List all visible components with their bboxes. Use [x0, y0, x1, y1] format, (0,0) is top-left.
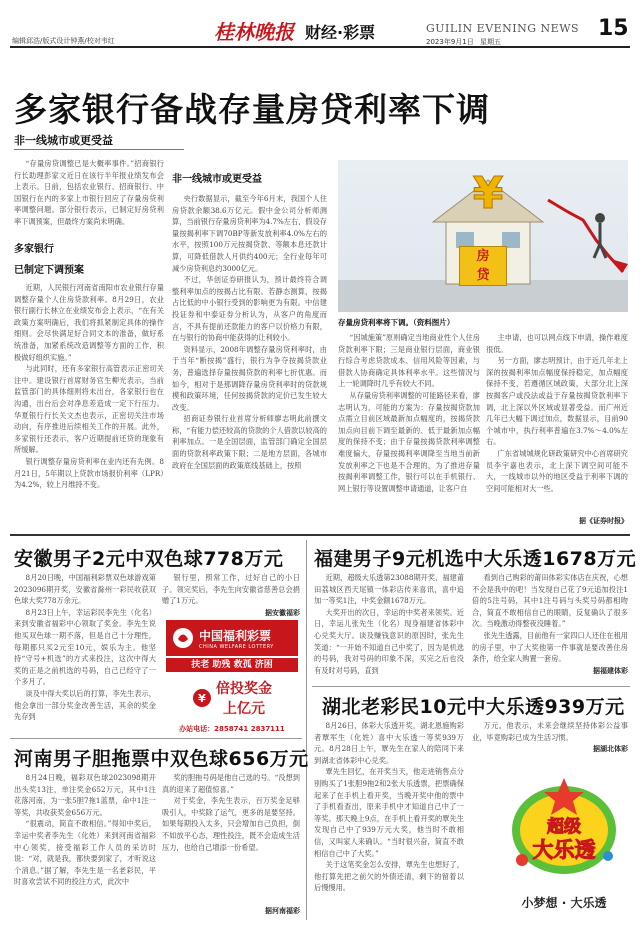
promo-text: 倍投奖金 — [216, 681, 272, 697]
anhui-column-2 — [162, 572, 300, 618]
super-lotto-tagline: 小梦想 · 大乐透 — [521, 896, 607, 910]
promo-badge-icon — [192, 688, 212, 708]
body-paragraph: 奖的胆拖号码是他自己选的号。“没想到真的迎来了超值惊喜。” — [162, 773, 300, 794]
issue-weekday: 星期五 — [480, 38, 501, 46]
body-paragraph: 覃先生回忆，在开奖当天，他走进销售点分别购买了1张胆9拖2和2张大乐透票，把票确保起来了在手机上看开奖，当晚开奖中他的票中了手机看查出，原来手机中才知道自己中了一等奖。那天晚上9点，在手机上看开奖的覃先生发现自己中了939万元大奖，他当时不敢相信，又叫家人来确认。“当时很兴奋，简直不敢相信自己中了大奖。” — [314, 767, 464, 858]
body-paragraph: 8月23日上午，幸运彩民李先生（化名）来到安徽省福彩中心领取了奖金。李先生说他买双色球一期不落，但是自己十分理性，每期都只买2元至10元，娱乐为主。他坚持“守号+机选”的方式来投注，这次中得大奖的正是之前机选的号码，自己已经守了一个多月了。 — [14, 607, 156, 687]
hotline-label: 办站电话： — [179, 725, 215, 733]
body-paragraph: 大奖开出的次日，幸运的中奖者来领奖。近日，幸运儿张先生（化名）现身福建省体彩中心兑奖大厅。谈及赚钱意识的原因时，张先生笑道：“一开始不知道自己中奖了，因为是机选的号码，我对号码的印象不深，买完之后也没有及时对号码，直到 — [314, 607, 464, 675]
editors-credit: 编辑邱浩/版式设计钟燕/校对韦红 — [12, 37, 115, 45]
body-paragraph: “很震动，简直不敢相信。”得知中奖后，幸运中奖者李先生（化姓）来到河南省福彩中心领奖，接受福彩工作人员的采访时说：“对，就是我，都快要到家了，才听说这个消息。”据了解，李先生是一名老彩民，平时喜欢尝试不同的投注方式，此次中 — [14, 819, 156, 887]
anhui-column-1 — [14, 572, 156, 732]
fujian-headline: 福建男子9元机选中大乐透1678万元 — [314, 548, 637, 570]
fujian-credit: 据福建体彩 — [593, 667, 628, 675]
body-paragraph: 不过，华创证券研报认为，预计最终符合调整利率加点的按揭占比有限。若静态测算，按揭占比低的中小银行受到的影响更为有限。中信建投证券和中泰证券分析认为，从客户的角度而言，不具有提前还款能力的客户以价格力有限，在与银行的协商中能获得的让利较小。 — [172, 275, 327, 343]
section2-title: 非一线城市或更受益 — [172, 174, 262, 185]
body-paragraph: 另一方面，廖志明预计，由于近几年北上深的按揭利率加点幅度保持稳定，加点幅度保持不变，若遵循区域政策，大部分北上深按揭客户或没法或益于存量按揭贷款利率下调，北上深以外区域或显著受益。而广州近几年已大幅下调过加点，数据显示，目前90个城市中，执行利率普遍在3.7%～4.0%左右。 — [486, 356, 628, 447]
welfare-logo-bar — [166, 620, 298, 656]
house-illustration — [338, 160, 628, 312]
main-column-3 — [338, 332, 480, 530]
loan-sign-char-2: 贷 — [476, 268, 490, 283]
body-paragraph: 8月20日晚，中国福利彩票双色球游戏第2023096期开奖，安徽省滁州一彩民收获双色球大奖778万余元。 — [14, 573, 156, 606]
header-rule — [10, 46, 630, 48]
body-paragraph: 8月24日晚，福彩双色球2023098期开出头奖13注，单注奖金652万元，其中1注花落河南，为一张5胆7拖1蓝票，命中1注一等奖，共收获奖金656万元。 — [14, 773, 156, 817]
body-paragraph: 银行里，照常工作，过好自己的小日子。领完奖后，李先生向安徽省慈善总会捐赠了1万元。 — [162, 573, 300, 606]
hubei-column-1 — [314, 720, 464, 920]
body-paragraph: 广东省城城规化研政策研究中心首席研究员李宇嘉也表示，北上深下调空间可能不大，一线城市以外的地区受益于利率下调的空间可能相对大一些。 — [486, 448, 628, 493]
body-paragraph: 从存量房贷利率调整的可能路径来看，廖志明认为，可能的方案为：存量按揭贷款加点需立目前区域最新加点幅度的，按揭贷款加点向目前下调至最新的、低于最新加点幅度的保持不变；由于存量按揭贷款利率调整难度偏大，存量按揭利率调降至当地当前新发放利率之下也是不合理的，为了推进存量按揭利率调整工作，银行可以在手机银行、网上银行等设置调整申请通道，让客户自 — [338, 390, 480, 493]
main-column-1 — [14, 158, 164, 530]
welfare-lottery-icon — [172, 627, 194, 649]
loan-sign-char-1: 房 — [476, 249, 490, 264]
sports-lottery-ad — [500, 768, 628, 920]
body-paragraph: 银行调整存量房贷利率在业内还有先例。8月21日，5年期以上贷款市场报价利率（LPR）为4.2%，较上月维持不变。 — [14, 456, 164, 490]
body-paragraph: 央行数据显示，截至今年6月末，我国个人住房贷款余额38.6万亿元。假中金公司分析师测算，当前银行存量房贷利率为4.7%左右，假设存量按揭利率下调70BP等新发放利率4.0%左右的水平，按照100万元按揭贷款、等额本息还款计算，可降低借款人月供约400元；全行业每年可减少房贷利息约3000亿元。 — [172, 194, 327, 273]
hubei-column-2 — [472, 720, 628, 754]
story-divider — [312, 686, 630, 687]
page-number: 15 — [598, 16, 629, 41]
body-paragraph: “因城施策”原则确定当地商业性个人住房贷款利率下限；三是商业银行层面，商业银行综合考虑贷款成本、信用风险等因素，与借款人协商确定具体利率水平。这些情况与上一轮调降时几乎有较大不同。 — [338, 333, 480, 389]
story-divider — [10, 738, 302, 739]
super-lotto-logo-top: 超级 — [547, 817, 581, 837]
main-article-credit: 据《证券时报》 — [579, 517, 628, 525]
svg-text:¥: ¥ — [198, 692, 206, 705]
body-paragraph: 近期，人民银行河南省南阳市农业银行存量调整存量个人住房贷款利率。8月29日，农业银行副行长林立在业绩发布会上表示，“在有关政策方案明确后，我们将抓紧制定具体的操作细则。会尽快满足好合同文本的准备，做好系统准备，加紧系统改造调整等方面的工作，积极做好组织实施。” — [14, 283, 164, 362]
image-caption: 存量房贷利率将下调。（资料图片） — [338, 318, 455, 327]
welfare-logo-cn: 中国福利彩票 — [199, 628, 272, 643]
body-paragraph: 看到自己购彩的莆田体彩实体店在庆祝，心想不会是我中的吧！当发现自己花了9元追加投注1倍的5注号码，其中1注号码与头奖号码都相吻合，简直不敢相信自己的眼睛，反复确认了很多次。当晚激动得整夜没睡着。” — [472, 573, 628, 629]
main-subheadline: 非一线城市或更受益 — [14, 134, 113, 147]
paper-logo: 桂林晚报 — [214, 20, 294, 44]
lead-paragraph: “存量房贷调整已是大概率事件。”招商银行行长助理彭家文近日在该行半年报业绩发布会上表示。日前，包括农业银行、招商银行、中国银行在内的多家上市银行回应了存量房贷利率调整问题。部分银行表示，已制定好房贷利率下调预案，但最终方案尚未明确。 — [14, 159, 164, 226]
body-paragraph: 对于奖金，李先生表示，百万奖金足够吸引人，中奖除了运气，更多的是要坚持。如果每期投入太多，只会增加自己负担，倒不如放平心态，理性投注，既不会造成生活压力，也给自己增添一份希望。 — [162, 796, 300, 852]
body-paragraph: 张先生透露，目前他有一家四口人还住在租用的房子里，中了大奖他第一件事就是要改善住房条件，给全家人购置一套房。 — [472, 630, 628, 664]
promo-text-2: 上亿元 — [223, 701, 265, 717]
main-column-2 — [172, 170, 327, 530]
issue-date: 2023年9月1日 — [426, 38, 474, 46]
welfare-logo-en: CHINA WELFARE LOTTERY — [199, 643, 274, 650]
section1-title-a: 多家银行 — [14, 244, 54, 255]
henan-headline: 河南男子胆拖票中双色球656万元 — [14, 748, 309, 770]
henan-column-2 — [162, 772, 300, 916]
welfare-lottery-ad — [166, 620, 298, 732]
hubei-credit: 据湖北体彩 — [593, 745, 628, 753]
subheadline-rule — [14, 149, 184, 150]
svg-text:¥: ¥ — [472, 168, 504, 219]
housing-loan-image — [338, 160, 628, 312]
main-column-4 — [486, 332, 628, 530]
loan-sign — [459, 246, 507, 286]
main-headline: 多家银行备战存量房贷利率下调 — [14, 90, 490, 129]
anhui-credit: 据安徽福彩 — [265, 609, 300, 617]
fujian-column-2 — [472, 572, 628, 676]
body-paragraph: 资料显示，2008年调整存量房贷利率时，由于当年“断按揭”盛行，银行为争夺按揭贷款业务，普遍选择存量按揭贷款的利率七折优惠。而如今，相对于是那调降存量房贷利率时的贷款规模和政策环境，任何按揭贷款的定价已发生较大改变。 — [172, 344, 327, 412]
body-paragraph: 招商证券银行业首席分析师廖志明此前撰文称，“有能力偿还较高的贷款的个人借款以较高的利率加点。一是全国层面，监管部门确定全国层面的贷款利率政策下限；二是地方层面，各城市政府在全国层面的政策底线基础上，按照 — [172, 414, 327, 470]
welfare-slogan: 扶老 助残 救孤 济困 — [166, 658, 298, 672]
body-paragraph: 主申请，也可以网点线下申请，操作难度很低。 — [486, 333, 628, 354]
body-paragraph: 8月26日，体彩大乐透开奖，湖北恩施购彩者覃军生（化姓）喜中大乐透一等奖939万元。8月28日上午，覃先生在家人的陪同下来到湖北省体彩中心兑奖。 — [314, 721, 464, 765]
body-paragraph: 近期，超级大乐透第23088期开奖，福建莆田荔城区西天尾镇一体彩店传来喜讯，喜中追加一等奖1注，中奖金额1678万元。 — [314, 573, 464, 606]
body-paragraph: 谈及中得大奖以后的打算，李先生表示，他会拿出一部分奖金改善生活，其余的奖金先存到 — [14, 688, 156, 722]
super-lotto-logo-bottom: 大乐透 — [532, 838, 596, 862]
section-divider — [10, 534, 630, 536]
section-name: 财经·彩票 — [305, 23, 376, 42]
hotline-number: 2858741 2837111 — [214, 725, 285, 733]
paper-name-en: GUILIN EVENING NEWS — [426, 22, 580, 35]
fujian-column-1 — [314, 572, 464, 676]
welfare-hotline — [166, 724, 298, 734]
body-paragraph: 关于这笔奖金怎么安排，覃先生也想好了，他打算先把之前欠的外债还清，剩下的留着以后慢慢用。 — [314, 860, 464, 893]
body-paragraph: 万元。他表示，未来会继续坚持体彩公益事业，毕竟购彩已成为生活习惯。 — [472, 721, 628, 742]
column-divider — [306, 540, 307, 920]
anhui-headline: 安徽男子2元中双色球778万元 — [14, 548, 284, 570]
hubei-headline: 湖北老彩民10元中大乐透939万元 — [322, 696, 625, 718]
henan-credit: 据河南福彩 — [265, 907, 300, 915]
section1-title-b: 已制定下调预案 — [14, 265, 84, 276]
body-paragraph: 与此同时，还有多家银行高管表示正密切关注中。建设银行首席财务官生柳光表示，当前监管部门的具体细则将未出台，各家银行也在沟通，出台后会对净息差造成一定下行压力。华夏银行行长关文杰也表示，正密切关注市场动向，有序推进后续相关工作的开展。此外，多家银行还表示，客户近期提前还贷的现象有所缓解。 — [14, 364, 164, 455]
henan-column-1 — [14, 772, 156, 922]
